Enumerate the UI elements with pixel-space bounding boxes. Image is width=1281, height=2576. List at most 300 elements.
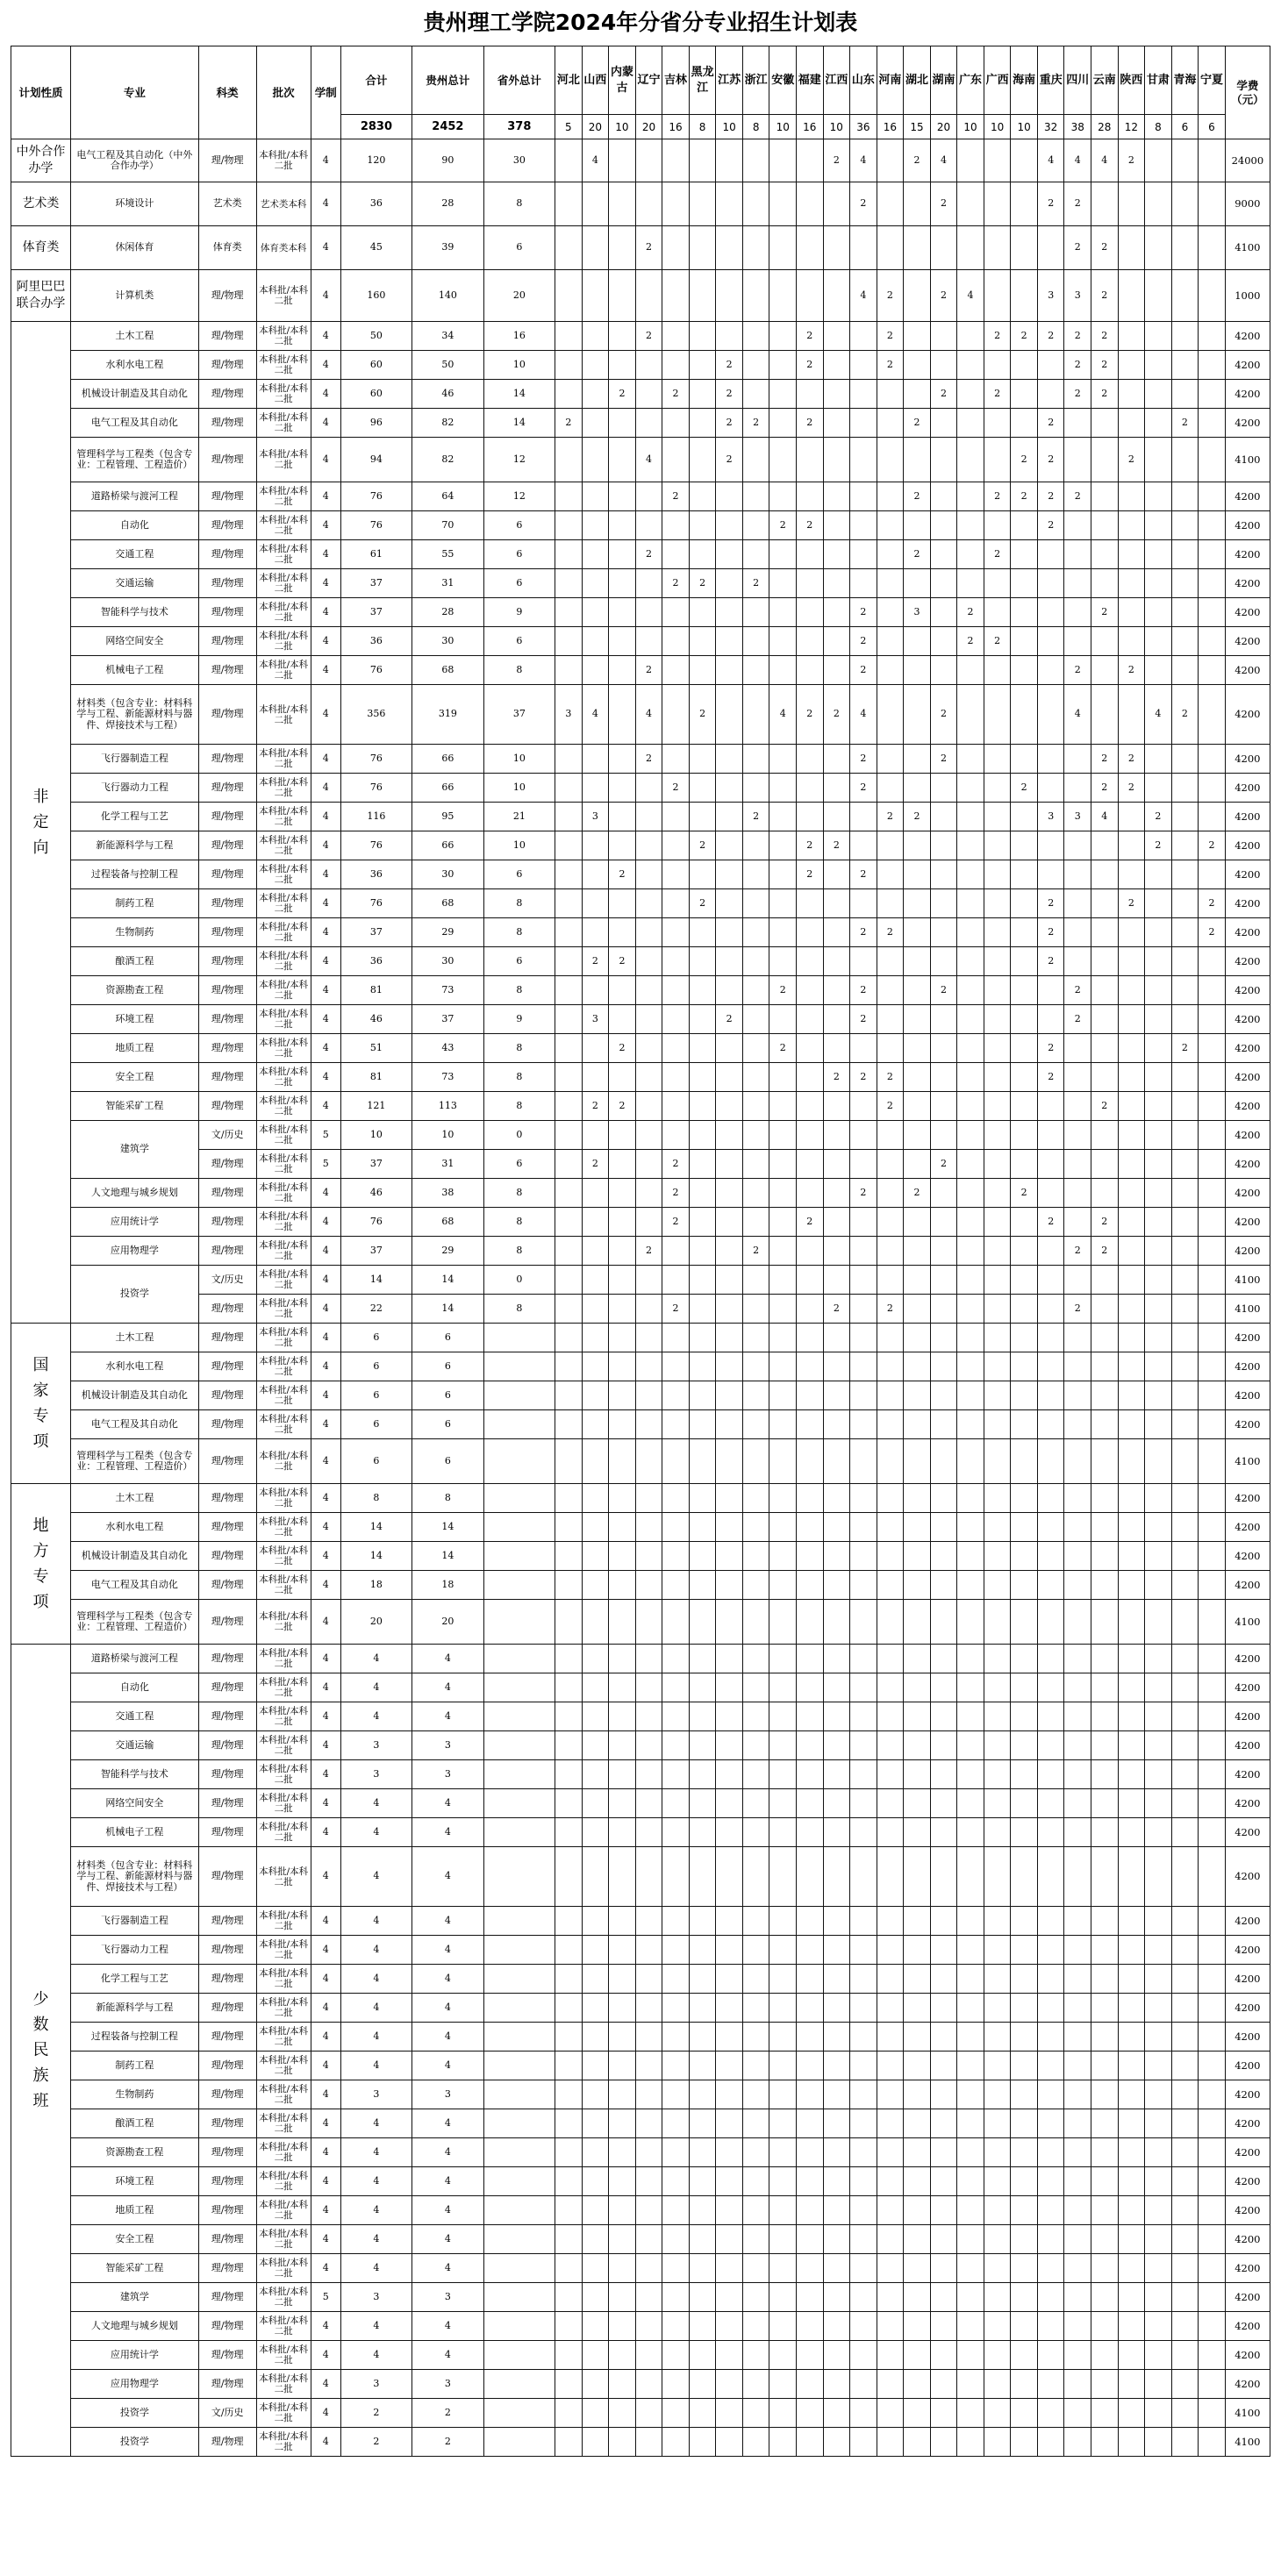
- major-cell: 新能源科学与工程: [70, 1994, 198, 2023]
- province-cell: [635, 1760, 662, 1789]
- province-cell: [930, 1965, 957, 1994]
- province-cell: [957, 569, 984, 598]
- subject-cell: 理/物理: [198, 2254, 256, 2283]
- province-cell: [689, 1063, 716, 1092]
- duration-cell: 4: [311, 1731, 340, 1760]
- province-cell: [1091, 2023, 1119, 2052]
- province-cell: [823, 182, 850, 226]
- province-cell: [1145, 1324, 1172, 1352]
- province-cell: [930, 831, 957, 860]
- province-cell: [662, 2052, 690, 2080]
- province-cell: [635, 1179, 662, 1208]
- province-cell: [904, 627, 931, 656]
- province-cell: [850, 226, 877, 270]
- province-cell: [1064, 1266, 1091, 1295]
- major-cell: 资源勘查工程: [70, 2138, 198, 2167]
- province-cell: [769, 2254, 797, 2283]
- province-cell: [769, 2428, 797, 2457]
- fee-cell: 4200: [1225, 656, 1270, 685]
- province-cell: [904, 1381, 931, 1410]
- table-row: [11, 1994, 1270, 2023]
- subject-cell: 理/物理: [198, 482, 256, 511]
- major-cell: 休闲体育: [70, 226, 198, 270]
- province-cell: [689, 1381, 716, 1410]
- province-cell: [716, 226, 743, 270]
- province-cell: [582, 569, 609, 598]
- province-cell: [1037, 1571, 1064, 1600]
- province-cell: [797, 182, 824, 226]
- province-cell: [1118, 2254, 1145, 2283]
- table-row: [11, 1005, 1270, 1034]
- province-total: 10: [823, 115, 850, 139]
- province-cell: [689, 409, 716, 438]
- province-cell: [957, 1936, 984, 1965]
- province-cell: [1171, 656, 1199, 685]
- province-cell: [689, 2167, 716, 2196]
- province-cell: [742, 139, 769, 182]
- province-cell: [689, 1600, 716, 1645]
- province-cell: 2: [1118, 656, 1145, 685]
- out-total-cell: [483, 1513, 555, 1542]
- major-cell: 道路桥梁与渡河工程: [70, 1645, 198, 1673]
- header-province: 内蒙古: [609, 46, 636, 115]
- province-cell: [769, 380, 797, 409]
- province-cell: [769, 1381, 797, 1410]
- province-cell: [850, 1092, 877, 1121]
- province-cell: [1118, 2341, 1145, 2370]
- province-cell: 2: [984, 540, 1011, 569]
- province-cell: 2: [930, 380, 957, 409]
- out-total-cell: [483, 2080, 555, 2109]
- province-cell: [716, 1208, 743, 1237]
- province-cell: [716, 2138, 743, 2167]
- province-cell: [850, 1237, 877, 1266]
- batch-cell: 本科批/本科二批: [256, 831, 311, 860]
- out-total-cell: 8: [483, 976, 555, 1005]
- subject-cell: 理/物理: [198, 380, 256, 409]
- batch-cell: 本科批/本科二批: [256, 918, 311, 947]
- province-cell: [850, 322, 877, 351]
- province-cell: [1091, 482, 1119, 511]
- province-cell: [1171, 1936, 1199, 1965]
- duration-cell: 4: [311, 1965, 340, 1994]
- province-total: 12: [1118, 115, 1145, 139]
- province-cell: [1171, 2052, 1199, 2080]
- subject-cell: 理/物理: [198, 1994, 256, 2023]
- province-cell: 2: [797, 511, 824, 540]
- subject-cell: 理/物理: [198, 1034, 256, 1063]
- province-cell: [1011, 1645, 1038, 1673]
- table-row: [11, 1702, 1270, 1731]
- province-cell: 2: [689, 889, 716, 918]
- duration-cell: 4: [311, 1352, 340, 1381]
- subject-cell: 理/物理: [198, 831, 256, 860]
- province-cell: [904, 226, 931, 270]
- province-cell: [609, 918, 636, 947]
- province-cell: [904, 569, 931, 598]
- fee-cell: 4200: [1225, 1513, 1270, 1542]
- province-cell: 2: [877, 351, 904, 380]
- province-cell: [797, 380, 824, 409]
- province-cell: [742, 2341, 769, 2370]
- table-row: [11, 182, 1270, 226]
- batch-cell: 本科批/本科二批: [256, 2341, 311, 2370]
- province-cell: [1011, 511, 1038, 540]
- province-cell: [662, 1439, 690, 1484]
- guizhou-cell: 90: [412, 139, 483, 182]
- out-total-cell: 0: [483, 1121, 555, 1150]
- province-cell: [689, 1150, 716, 1179]
- province-cell: [1199, 380, 1226, 409]
- province-cell: [797, 1789, 824, 1818]
- fee-cell: 4200: [1225, 1005, 1270, 1034]
- province-cell: [689, 1645, 716, 1673]
- province-cell: [984, 598, 1011, 627]
- province-cell: [877, 1266, 904, 1295]
- province-cell: [1064, 1571, 1091, 1600]
- province-cell: [797, 1092, 824, 1121]
- province-cell: [904, 1907, 931, 1936]
- province-cell: [984, 1818, 1011, 1847]
- guizhou-cell: 3: [412, 1760, 483, 1789]
- province-cell: [1064, 1673, 1091, 1702]
- province-cell: [984, 1936, 1011, 1965]
- duration-cell: 4: [311, 745, 340, 774]
- province-cell: [662, 1121, 690, 1150]
- header-province: 湖北: [904, 46, 931, 115]
- province-cell: [1171, 482, 1199, 511]
- province-cell: [689, 2138, 716, 2167]
- batch-cell: 本科批/本科二批: [256, 1179, 311, 1208]
- guizhou-cell: 4: [412, 1965, 483, 1994]
- province-cell: [797, 1484, 824, 1513]
- province-cell: [1171, 1439, 1199, 1484]
- out-total-cell: 8: [483, 182, 555, 226]
- province-cell: [904, 2370, 931, 2399]
- province-cell: [904, 1936, 931, 1965]
- province-cell: [904, 1034, 931, 1063]
- province-cell: [957, 482, 984, 511]
- province-cell: [582, 1034, 609, 1063]
- province-cell: [1118, 1063, 1145, 1092]
- province-cell: [823, 976, 850, 1005]
- province-cell: [769, 1005, 797, 1034]
- subject-cell: 理/物理: [198, 1513, 256, 1542]
- table-row: [11, 1965, 1270, 1994]
- province-cell: [1145, 1542, 1172, 1571]
- major-cell: 交通工程: [70, 540, 198, 569]
- province-cell: [1037, 2312, 1064, 2341]
- province-cell: [797, 1542, 824, 1571]
- province-cell: [1118, 1936, 1145, 1965]
- province-total: 10: [1011, 115, 1038, 139]
- province-cell: [877, 438, 904, 482]
- province-cell: [904, 351, 931, 380]
- guizhou-cell: 73: [412, 1063, 483, 1092]
- province-cell: [689, 2080, 716, 2109]
- province-cell: [635, 918, 662, 947]
- province-cell: [716, 1907, 743, 1936]
- province-cell: [742, 2428, 769, 2457]
- province-cell: [1037, 774, 1064, 803]
- duration-cell: 4: [311, 598, 340, 627]
- province-cell: [957, 1208, 984, 1237]
- province-cell: [984, 685, 1011, 745]
- province-cell: [689, 1295, 716, 1324]
- province-cell: [984, 2196, 1011, 2225]
- total-cell: 37: [340, 1150, 411, 1179]
- batch-cell: 本科批/本科二批: [256, 598, 311, 627]
- province-cell: [930, 482, 957, 511]
- province-cell: [850, 2023, 877, 2052]
- province-cell: [797, 1439, 824, 1484]
- table-row: [11, 1818, 1270, 1847]
- table-row: [11, 976, 1270, 1005]
- batch-cell: 本科批/本科二批: [256, 2254, 311, 2283]
- province-cell: [930, 2023, 957, 2052]
- province-cell: [555, 139, 583, 182]
- province-cell: 2: [555, 409, 583, 438]
- province-cell: 2: [1064, 322, 1091, 351]
- total-cell: 36: [340, 947, 411, 976]
- batch-cell: 本科批/本科二批: [256, 1542, 311, 1571]
- province-cell: [1171, 511, 1199, 540]
- province-cell: [662, 1731, 690, 1760]
- guizhou-cell: 43: [412, 1034, 483, 1063]
- duration-cell: 4: [311, 540, 340, 569]
- province-cell: [1145, 1760, 1172, 1789]
- province-cell: [609, 2167, 636, 2196]
- province-cell: [1037, 1005, 1064, 1034]
- province-cell: [769, 1818, 797, 1847]
- fee-cell: 4200: [1225, 1907, 1270, 1936]
- province-cell: [716, 1352, 743, 1381]
- province-cell: [1091, 1847, 1119, 1907]
- province-cell: [742, 860, 769, 889]
- province-cell: 2: [904, 482, 931, 511]
- province-cell: [1199, 1266, 1226, 1295]
- province-cell: [1091, 1907, 1119, 1936]
- province-cell: [957, 2138, 984, 2167]
- fee-cell: 9000: [1225, 182, 1270, 226]
- province-cell: [957, 2167, 984, 2196]
- province-cell: [957, 1005, 984, 1034]
- province-cell: [957, 976, 984, 1005]
- province-cell: 2: [797, 860, 824, 889]
- province-cell: [742, 1702, 769, 1731]
- province-cell: [930, 1760, 957, 1789]
- table-row: [11, 380, 1270, 409]
- province-cell: [1171, 2196, 1199, 2225]
- province-cell: 2: [850, 860, 877, 889]
- province-cell: [769, 1484, 797, 1513]
- province-cell: [582, 380, 609, 409]
- fee-cell: 4200: [1225, 2052, 1270, 2080]
- province-cell: [797, 803, 824, 831]
- province-cell: [1091, 1410, 1119, 1439]
- subject-cell: 文/历史: [198, 2399, 256, 2428]
- province-cell: [1037, 1266, 1064, 1295]
- batch-cell: 本科批/本科二批: [256, 1150, 311, 1179]
- province-cell: [1145, 511, 1172, 540]
- out-total-cell: [483, 2052, 555, 2080]
- province-cell: [957, 322, 984, 351]
- province-cell: 2: [1064, 380, 1091, 409]
- province-cell: [635, 351, 662, 380]
- out-total-cell: [483, 1673, 555, 1702]
- province-cell: [904, 918, 931, 947]
- header-province: 福建: [797, 46, 824, 115]
- province-cell: [635, 1673, 662, 1702]
- province-cell: [716, 2312, 743, 2341]
- subject-cell: 理/物理: [198, 656, 256, 685]
- province-cell: [662, 860, 690, 889]
- province-cell: [1011, 226, 1038, 270]
- province-cell: [609, 1121, 636, 1150]
- province-cell: [1037, 1760, 1064, 1789]
- province-cell: [850, 803, 877, 831]
- province-cell: [1037, 1179, 1064, 1208]
- province-cell: [609, 2399, 636, 2428]
- province-cell: [609, 2023, 636, 2052]
- province-cell: [1037, 226, 1064, 270]
- province-cell: [742, 627, 769, 656]
- province-cell: 2: [1037, 182, 1064, 226]
- province-cell: [1171, 1600, 1199, 1645]
- province-cell: 2: [582, 947, 609, 976]
- table-row: [11, 1847, 1270, 1907]
- province-cell: [1037, 976, 1064, 1005]
- province-cell: [742, 1484, 769, 1513]
- duration-cell: 4: [311, 1005, 340, 1034]
- major-cell: 机械设计制造及其自动化: [70, 1381, 198, 1410]
- province-cell: [1037, 2225, 1064, 2254]
- subject-cell: 理/物理: [198, 270, 256, 322]
- province-cell: [877, 2428, 904, 2457]
- province-cell: 2: [984, 627, 1011, 656]
- province-cell: [662, 139, 690, 182]
- province-cell: [555, 2370, 583, 2399]
- province-cell: [1011, 831, 1038, 860]
- province-cell: [609, 1324, 636, 1352]
- province-cell: [769, 1237, 797, 1266]
- batch-cell: 本科批/本科二批: [256, 351, 311, 380]
- province-cell: [850, 2225, 877, 2254]
- province-cell: [1171, 139, 1199, 182]
- table-row: [11, 2052, 1270, 2080]
- province-cell: [1145, 1352, 1172, 1381]
- province-cell: [716, 1818, 743, 1847]
- total-cell: 4: [340, 1645, 411, 1673]
- table-row: [11, 1352, 1270, 1381]
- duration-cell: 4: [311, 627, 340, 656]
- province-cell: [582, 1702, 609, 1731]
- province-cell: [823, 438, 850, 482]
- province-cell: [689, 1484, 716, 1513]
- province-cell: [662, 1381, 690, 1410]
- province-cell: [1118, 2167, 1145, 2196]
- province-cell: [716, 1702, 743, 1731]
- province-cell: [1199, 1295, 1226, 1324]
- province-cell: [930, 226, 957, 270]
- province-cell: [957, 139, 984, 182]
- province-cell: [1199, 270, 1226, 322]
- province-cell: [689, 351, 716, 380]
- province-cell: [1145, 2399, 1172, 2428]
- province-cell: 2: [877, 803, 904, 831]
- duration-cell: 4: [311, 860, 340, 889]
- province-cell: [635, 1600, 662, 1645]
- province-cell: [1037, 627, 1064, 656]
- total-cell: 76: [340, 745, 411, 774]
- province-cell: [716, 270, 743, 322]
- header-out-total-value: 378: [483, 115, 555, 139]
- province-cell: [716, 1063, 743, 1092]
- major-cell: 飞行器制造工程: [70, 1907, 198, 1936]
- province-cell: [1171, 438, 1199, 482]
- province-cell: 4: [1145, 685, 1172, 745]
- province-cell: [877, 2138, 904, 2167]
- province-cell: [904, 1121, 931, 1150]
- subject-cell: 理/物理: [198, 351, 256, 380]
- province-cell: [1145, 1005, 1172, 1034]
- province-cell: [689, 1237, 716, 1266]
- province-cell: [555, 270, 583, 322]
- province-cell: [1145, 1063, 1172, 1092]
- table-row: [11, 656, 1270, 685]
- header-province: 河北: [555, 46, 583, 115]
- province-cell: [930, 1063, 957, 1092]
- province-cell: [635, 1150, 662, 1179]
- out-total-cell: [483, 2254, 555, 2283]
- province-cell: [930, 2052, 957, 2080]
- province-cell: [689, 482, 716, 511]
- guizhou-cell: 14: [412, 1266, 483, 1295]
- table-row: [11, 1513, 1270, 1542]
- table-row: [11, 226, 1270, 270]
- province-cell: [877, 569, 904, 598]
- province-cell: [904, 774, 931, 803]
- out-total-cell: 8: [483, 918, 555, 947]
- province-cell: [1171, 1352, 1199, 1381]
- province-cell: [1171, 1381, 1199, 1410]
- province-cell: [1199, 745, 1226, 774]
- province-cell: 2: [930, 270, 957, 322]
- province-cell: [1091, 2283, 1119, 2312]
- duration-cell: 4: [311, 1789, 340, 1818]
- province-cell: [984, 2225, 1011, 2254]
- province-cell: [930, 803, 957, 831]
- province-cell: 2: [957, 598, 984, 627]
- province-cell: [555, 1237, 583, 1266]
- batch-cell: 本科批/本科二批: [256, 860, 311, 889]
- province-cell: [769, 182, 797, 226]
- province-cell: [716, 1731, 743, 1760]
- province-cell: [582, 1352, 609, 1381]
- province-cell: [984, 438, 1011, 482]
- province-cell: [877, 976, 904, 1005]
- header-province: 广东: [957, 46, 984, 115]
- province-cell: [957, 1439, 984, 1484]
- province-cell: [1037, 380, 1064, 409]
- fee-cell: 4100: [1225, 2399, 1270, 2428]
- province-cell: 2: [797, 1208, 824, 1237]
- province-cell: [555, 1381, 583, 1410]
- province-cell: [1118, 1005, 1145, 1034]
- province-cell: [1091, 1571, 1119, 1600]
- province-cell: [716, 831, 743, 860]
- batch-cell: 本科批/本科二批: [256, 438, 311, 482]
